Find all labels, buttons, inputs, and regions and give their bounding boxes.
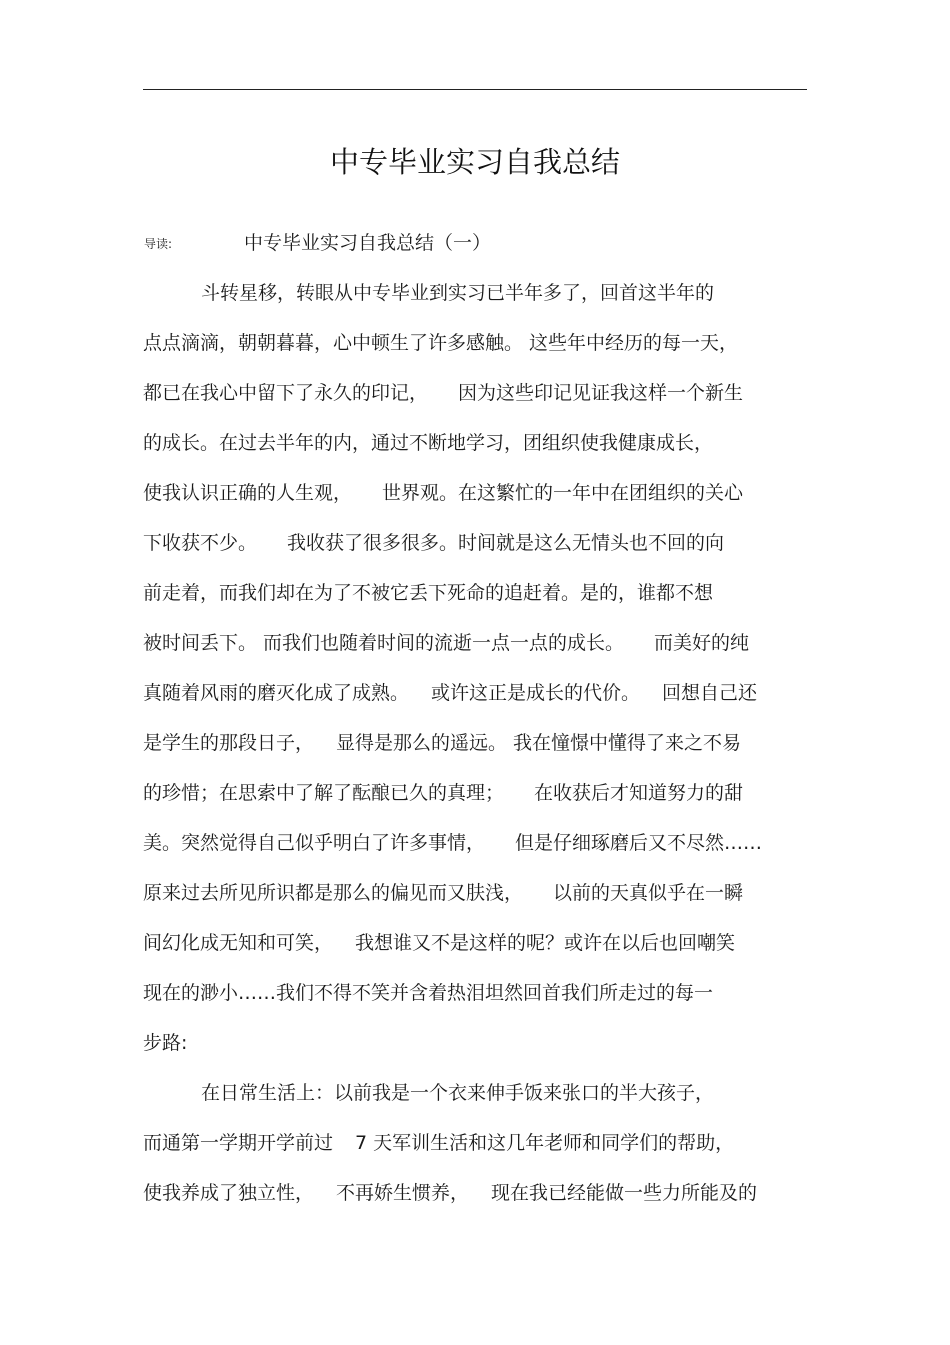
text-run: 而美好的纯 [654,632,750,654]
text-run: 我想谁又不是这样的呢？或许在以后也回嘲笑 [355,932,736,954]
paragraph-line [201,278,714,308]
text-run: 但是仔细琢磨后又不尽然…… [515,832,763,854]
text-run: 间幻化成无知和可笑， [143,932,334,954]
text-run: 是学生的那段日子， [143,732,315,754]
text-run: 世界观。在这繁忙的一年中在团组织的关心 [382,482,744,504]
paragraph-line [143,778,743,808]
paragraph-line [143,1128,734,1158]
text-run: 的成长。在过去半年的内，通过不断地学习，团组织使我健康成长， [143,432,714,454]
text-run: 显得是那么的遥远。 我在憧憬中懂得了来之不易 [336,732,742,754]
text-run: 都已在我心中留下了永久的印记， [143,382,429,404]
text-run: 而通第一学期开学前过 [143,1132,334,1154]
paragraph-line [201,1078,714,1108]
text-run: 不再娇生惯养， [336,1182,470,1204]
paragraph-line [143,578,713,608]
text-run: 被时间丢下。 而我们也随着时间的流逝一点一点的成长。 [143,632,625,654]
header-rule [143,89,807,90]
text-run: 在收获后才知道努力的甜 [534,782,744,804]
paragraph-line [143,878,743,908]
lead-label: 导读: [144,237,173,251]
text-run: 真随着风雨的磨灭化成了成熟。 [143,682,410,704]
text-run: 因为这些印记见证我这样一个新生 [458,382,744,404]
text-run: 在日常生活上：以前我是一个衣来伸手饭来张口的半大孩子， [201,1082,715,1104]
text-run: 现在的渺小……我们不得不笑并含着热泪坦然回首我们所走过的每一 [143,982,714,1004]
paragraph-line [143,928,735,958]
text-run: 下收获不少。 [143,532,258,554]
text-run: 原来过去所见所识都是那么的偏见而又肤浅， [143,882,524,904]
text-run: 前走着，而我们却在为了不被它丢下死命的追赶着。是的，谁都不想 [143,582,714,604]
paragraph-line [143,978,713,1008]
text-run: 我收获了很多很多。时间就是这么无情头也不回的向 [287,532,725,554]
text-run: 回想自己还 [662,682,758,704]
paragraph-line [143,478,743,508]
paragraph-line [143,628,749,658]
text-run: 斗转星移，转眼从中专毕业到实习已半年多了，回首这半年的 [201,282,715,304]
paragraph-line [143,328,738,358]
lead-subtitle: 中专毕业实习自我总结（一） [244,232,492,254]
text-run: 使我认识正确的人生观， [143,482,353,504]
text-run: 现在我已经能做一些力所能及的 [491,1182,758,1204]
paragraph-line [143,378,743,408]
paragraph-line [143,728,741,758]
text-run: 7 天军训生活和这几年老师和同学们的帮助， [355,1132,735,1154]
text-run: 使我养成了独立性， [143,1182,315,1204]
text-run: 的珍惜；在思索中了解了酝酿已久的真理； [143,782,505,804]
text-run: 步路: [143,1032,188,1054]
paragraph-line [143,528,724,558]
text-run: 美。突然觉得自己似乎明白了许多事情， [143,832,486,854]
paragraph-line [143,678,757,708]
text-run: 或许这正是成长的代价。 [431,682,641,704]
paragraph-line [143,1028,187,1058]
page-title: 中专毕业实习自我总结 [329,145,620,179]
paragraph-line [143,828,762,858]
paragraph-line [143,1178,757,1208]
text-run: 以前的天真似乎在一瞬 [553,882,744,904]
paragraph-line [143,428,713,458]
text-run: 点点滴滴，朝朝暮暮，心中顿生了许多感触。 这些年中经历的每一天， [143,332,739,354]
